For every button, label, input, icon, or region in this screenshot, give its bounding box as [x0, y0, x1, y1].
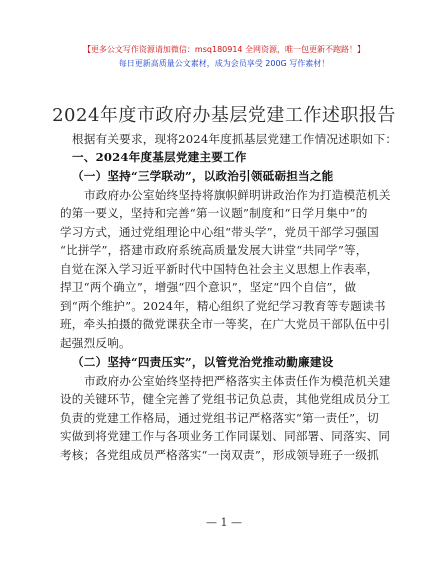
paragraph-line: 设的关键环节，健全完善了党组书记负总责，其他党组成员分工 [60, 392, 391, 406]
promo-banner-line2: 每日更新高质量公文素材，成为会员享受 200G 写作素材！ [118, 59, 330, 68]
paragraph-line: 市政府办公室始终坚持将旗帜鲜明讲政治作为打造模范机关 [84, 188, 391, 202]
intro-paragraph: 根据有关要求，现将2024年度抓基层党建工作情况述职如下： [72, 132, 398, 146]
paragraph-line: 捍卫“两个确立”，增强“四个意识”，坚定“四个自信”，做 [60, 280, 357, 294]
paragraph-line: 的第一要义，坚持和完善“第一议题”制度和“日学月集中”的 [60, 206, 368, 220]
paragraph-line: 考核；各党组成员严格落实“一岗双责”，形成领导班子一级抓 [60, 448, 379, 462]
paragraph-line: 实做到将党建工作与各项业务工作同谋划、同部署、同落实、同 [60, 429, 391, 443]
paragraph-line: 班，牵头拍摄的微党课获全市一等奖，在广大党员干部队伍中引 [60, 317, 391, 331]
section-heading-1: 一、2024年度基层党建主要工作 [72, 150, 247, 164]
subsection-heading-2: （二）坚持“四责压实”，以管党治党推动勤廉建设 [72, 355, 334, 369]
promo-banner-line1: 【更多公文写作资源请加微信：msq180914 全网资源，唯一包更新不跑路！】 [82, 45, 366, 54]
paragraph-line: 学习方式，通过党组理论中心组“带头学”，党员干部学习强国 [60, 225, 379, 239]
page-number: — 1 — [206, 516, 242, 529]
subsection-heading-1: （一）坚持“三学联动”，以政治引领砥砺担当之能 [72, 169, 334, 183]
paragraph-line: 自觉在深入学习近平新时代中国特色社会主义思想上作表率， [60, 262, 379, 276]
paragraph-line: 负责的党建工作格局，通过党组书记严格落实“第一责任”，切 [60, 411, 379, 425]
paragraph-line: 到“两个维护”。2024年，精心组织了党纪学习教育等专题读书 [60, 299, 386, 313]
paragraph-line: 市政府办公室始终坚持把严格落实主体责任作为模范机关建 [84, 374, 391, 388]
paragraph-line: 起强烈反响。 [60, 336, 131, 350]
paragraph-line: “比拼学”，搭建市政府系统高质量发展大讲堂“共同学”等， [60, 243, 368, 257]
document-title: 2024年度市政府办基层党建工作述职报告 [52, 105, 396, 126]
